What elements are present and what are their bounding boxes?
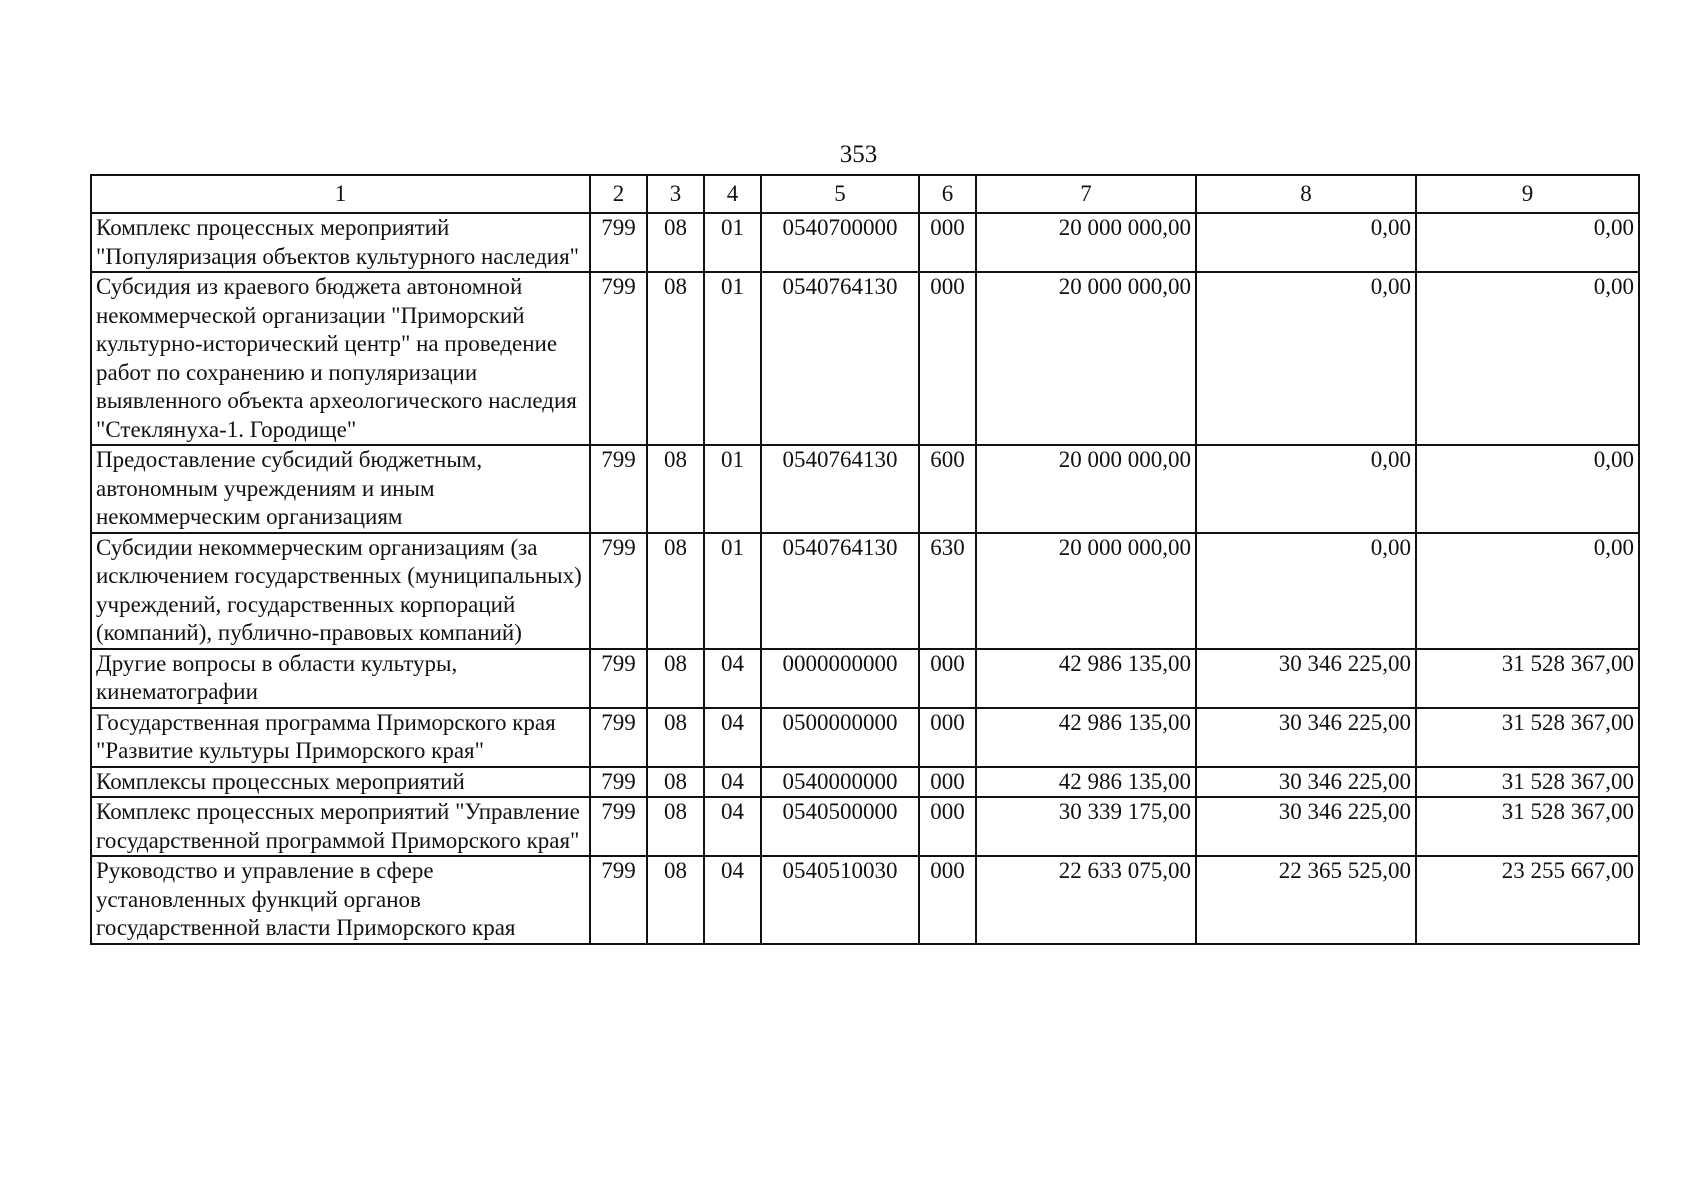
column-header-9: 9 (1416, 175, 1639, 213)
row-name: Государственная программа Приморского края "Развитие культуры Приморского края" (91, 708, 590, 767)
column-header-2: 2 (590, 175, 647, 213)
column-header-3: 3 (647, 175, 704, 213)
row-name: Комплекс процессных мероприятий "Управление государственной программой Приморского края" (91, 797, 590, 856)
row-code-6: 000 (919, 272, 976, 445)
column-header-4: 4 (704, 175, 761, 213)
row-code-2: 799 (590, 533, 647, 649)
column-header-1: 1 (91, 175, 590, 213)
row-amount-7: 22 633 075,00 (976, 856, 1196, 944)
row-code-6: 000 (919, 767, 976, 798)
row-code-5: 0540764130 (761, 445, 919, 533)
row-code-3: 08 (647, 856, 704, 944)
row-amount-7: 20 000 000,00 (976, 272, 1196, 445)
row-name: Руководство и управление в сфере установленных функций органов государственной власти Приморского края (91, 856, 590, 944)
row-amount-8: 22 365 525,00 (1196, 856, 1416, 944)
row-code-2: 799 (590, 213, 647, 272)
row-code-5: 0540000000 (761, 767, 919, 798)
row-code-6: 000 (919, 649, 976, 708)
row-amount-9: 31 528 367,00 (1416, 797, 1639, 856)
row-amount-7: 42 986 135,00 (976, 708, 1196, 767)
row-code-4: 04 (704, 856, 761, 944)
row-code-2: 799 (590, 445, 647, 533)
row-code-2: 799 (590, 856, 647, 944)
column-header-7: 7 (976, 175, 1196, 213)
row-code-4: 01 (704, 213, 761, 272)
row-code-5: 0540500000 (761, 797, 919, 856)
page-number: 353 (839, 141, 878, 168)
row-amount-9: 31 528 367,00 (1416, 767, 1639, 798)
row-code-2: 799 (590, 797, 647, 856)
row-name: Предоставление субсидий бюджетным, автономным учреждениям и иным некоммерческим организациям (91, 445, 590, 533)
row-code-5: 0540764130 (761, 272, 919, 445)
row-amount-9: 0,00 (1416, 445, 1639, 533)
row-code-5: 0540510030 (761, 856, 919, 944)
row-code-6: 000 (919, 856, 976, 944)
row-code-4: 04 (704, 649, 761, 708)
table-row (91, 649, 1639, 708)
table-row (91, 533, 1639, 649)
row-amount-8: 30 346 225,00 (1196, 708, 1416, 767)
row-amount-8: 0,00 (1196, 533, 1416, 649)
row-name: Комплекс процессных мероприятий "Популяризация объектов культурного наследия" (91, 213, 590, 272)
budget-table (90, 174, 1640, 945)
row-code-6: 600 (919, 445, 976, 533)
row-code-3: 08 (647, 272, 704, 445)
row-amount-9: 31 528 367,00 (1416, 649, 1639, 708)
row-amount-7: 42 986 135,00 (976, 649, 1196, 708)
row-amount-7: 20 000 000,00 (976, 533, 1196, 649)
row-code-6: 630 (919, 533, 976, 649)
row-code-2: 799 (590, 708, 647, 767)
column-header-8: 8 (1196, 175, 1416, 213)
row-code-6: 000 (919, 708, 976, 767)
row-amount-7: 20 000 000,00 (976, 213, 1196, 272)
row-code-6: 000 (919, 797, 976, 856)
row-code-4: 01 (704, 533, 761, 649)
row-code-5: 0540700000 (761, 213, 919, 272)
row-amount-8: 0,00 (1196, 272, 1416, 445)
header-row (91, 175, 1639, 213)
row-code-3: 08 (647, 797, 704, 856)
row-name: Комплексы процессных мероприятий (91, 767, 590, 798)
table-row (91, 708, 1639, 767)
row-code-4: 04 (704, 708, 761, 767)
row-amount-8: 30 346 225,00 (1196, 649, 1416, 708)
column-header-5: 5 (761, 175, 919, 213)
row-amount-9: 31 528 367,00 (1416, 708, 1639, 767)
row-code-4: 01 (704, 272, 761, 445)
table-row (91, 213, 1639, 272)
row-code-5: 0000000000 (761, 649, 919, 708)
table-row (91, 797, 1639, 856)
row-amount-9: 23 255 667,00 (1416, 856, 1639, 944)
row-code-6: 000 (919, 213, 976, 272)
table-row (91, 272, 1639, 445)
row-amount-9: 0,00 (1416, 213, 1639, 272)
row-code-4: 04 (704, 797, 761, 856)
column-header-6: 6 (919, 175, 976, 213)
row-amount-7: 42 986 135,00 (976, 767, 1196, 798)
row-code-3: 08 (647, 445, 704, 533)
row-amount-8: 30 346 225,00 (1196, 767, 1416, 798)
row-amount-7: 30 339 175,00 (976, 797, 1196, 856)
row-code-3: 08 (647, 767, 704, 798)
row-name: Субсидии некоммерческим организациям (за исключением государственных (муниципальных) учреждений, государственных корпораций (компаний), публично-правовых компаний) (91, 533, 590, 649)
row-code-3: 08 (647, 213, 704, 272)
table-row (91, 856, 1639, 944)
row-name: Субсидия из краевого бюджета автономной некоммерческой организации "Приморский культурно-исторический центр" на проведение работ по сохранению и популяризации выявленного объекта археологического наследия "Стеклянуха-1. Городище" (91, 272, 590, 445)
row-code-5: 0540764130 (761, 533, 919, 649)
row-amount-8: 0,00 (1196, 213, 1416, 272)
table-row (91, 767, 1639, 798)
row-code-5: 0500000000 (761, 708, 919, 767)
row-amount-8: 30 346 225,00 (1196, 797, 1416, 856)
row-code-2: 799 (590, 272, 647, 445)
row-amount-8: 0,00 (1196, 445, 1416, 533)
row-code-3: 08 (647, 533, 704, 649)
table-row (91, 445, 1639, 533)
row-code-4: 01 (704, 445, 761, 533)
row-code-2: 799 (590, 767, 647, 798)
row-code-4: 04 (704, 767, 761, 798)
row-amount-7: 20 000 000,00 (976, 445, 1196, 533)
row-code-3: 08 (647, 649, 704, 708)
row-amount-9: 0,00 (1416, 533, 1639, 649)
row-code-3: 08 (647, 708, 704, 767)
row-name: Другие вопросы в области культуры, кинематографии (91, 649, 590, 708)
row-amount-9: 0,00 (1416, 272, 1639, 445)
row-code-2: 799 (590, 649, 647, 708)
